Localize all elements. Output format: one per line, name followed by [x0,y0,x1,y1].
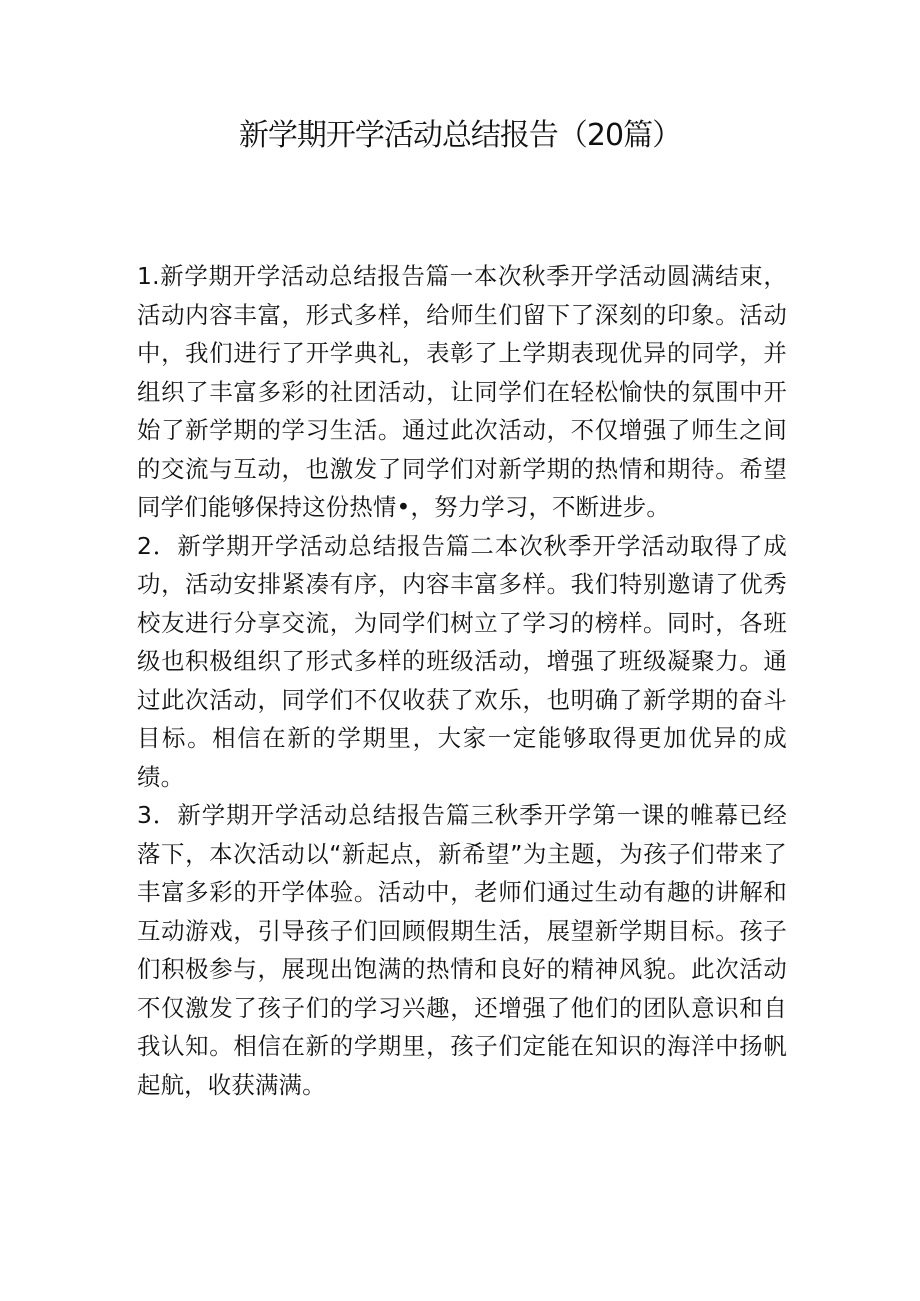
paragraph-3: 3．新学期开学活动总结报告篇三秋季开学第一课的帷幕已经落下，本次活动以“新起点，新希望”为主题，为孩子们带来了丰富多彩的开学体验。活动中，老师们通过生动有趣的讲解和互动游戏，引导孩子们回顾假期生活，展望新学期目标。孩子们积极参与，展现出饱满的热情和良好的精神风貌。此次活动不仅激发了孩子们的学习兴趣，还增强了他们的团队意识和自我认知。相信在新的学期里，孩子们定能在知识的海洋中扬帆起航，收获满满。 [137,801,787,1099]
document-body [137,257,787,1104]
paragraph-1: 1.新学期开学活动总结报告篇一本次秋季开学活动圆满结束，活动内容丰富，形式多样，给师生们留下了深刻的印象。活动中，我们进行了开学典礼，表彰了上学期表现优异的同学，并组织了丰富多彩的社团活动，让同学们在轻松愉快的氛围中开始了新学期的学习生活。通过此次活动，不仅增强了师生之间的交流与互动，也激发了同学们对新学期的热情和期待。希望同学们能够保持这份热情•，努力学习，不断进步。 [137,262,787,521]
document-title: 新学期开学活动总结报告（20篇） [238,118,682,153]
paragraph-2: 2．新学期开学活动总结报告篇二本次秋季开学活动取得了成功，活动安排紧凑有序，内容丰富多样。我们特别邀请了优秀校友进行分享交流，为同学们树立了学习的榜样。同时，各班级也积极组织了形式多样的班级活动，增强了班级凝聚力。通过此次活动，同学们不仅收获了欢乐，也明确了新学期的奋斗目标。相信在新的学期里，大家一定能够取得更加优异的成绩。 [137,531,787,791]
